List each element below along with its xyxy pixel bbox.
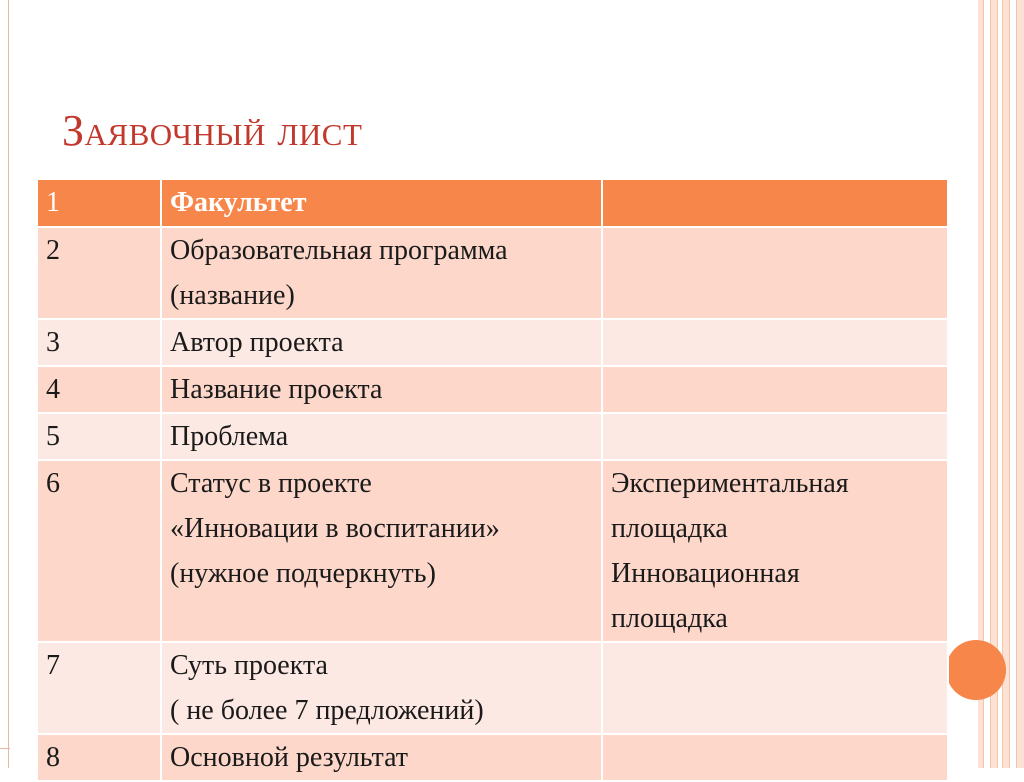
row-number: 4	[37, 366, 161, 413]
field-value-cell[interactable]	[602, 319, 948, 366]
table-row	[37, 734, 948, 781]
slide-title: Заявочный лист	[62, 106, 363, 155]
slide-frame-corner-line	[0, 748, 10, 749]
row-number: 5	[37, 413, 161, 460]
field-label: Суть проекта ( не более 7 предложений)	[161, 642, 602, 734]
row-number: 1	[37, 179, 161, 227]
table-row	[37, 642, 948, 734]
field-value-cell[interactable]	[602, 366, 948, 413]
row-number: 6	[37, 460, 161, 642]
table-row	[37, 413, 948, 460]
row-number: 3	[37, 319, 161, 366]
row-number: 2	[37, 227, 161, 319]
table-row	[37, 227, 948, 319]
table-row	[37, 460, 948, 642]
field-value-cell[interactable]	[602, 413, 948, 460]
field-value-cell[interactable]	[602, 734, 948, 781]
row-number: 7	[37, 642, 161, 734]
decorative-accent-circle	[946, 640, 1006, 700]
field-label: Основной результат	[161, 734, 602, 781]
field-value-cell[interactable]: Экспериментальная площадка Инновационная площадка	[602, 460, 948, 642]
row-number: 8	[37, 734, 161, 781]
field-value-cell[interactable]	[602, 642, 948, 734]
table-header-row	[37, 179, 948, 227]
field-label: Факультет	[161, 179, 602, 227]
field-value-cell[interactable]	[602, 179, 948, 227]
table-row	[37, 319, 948, 366]
field-label: Название проекта	[161, 366, 602, 413]
field-label: Образовательная программа (название)	[161, 227, 602, 319]
field-value-cell[interactable]	[602, 227, 948, 319]
table-row	[37, 366, 948, 413]
slide-frame-left-line	[8, 0, 9, 768]
field-label: Автор проекта	[161, 319, 602, 366]
field-label: Статус в проекте «Инновации в воспитании» (нужное подчеркнуть)	[161, 460, 602, 642]
field-label: Проблема	[161, 413, 602, 460]
application-form-table	[36, 178, 949, 782]
